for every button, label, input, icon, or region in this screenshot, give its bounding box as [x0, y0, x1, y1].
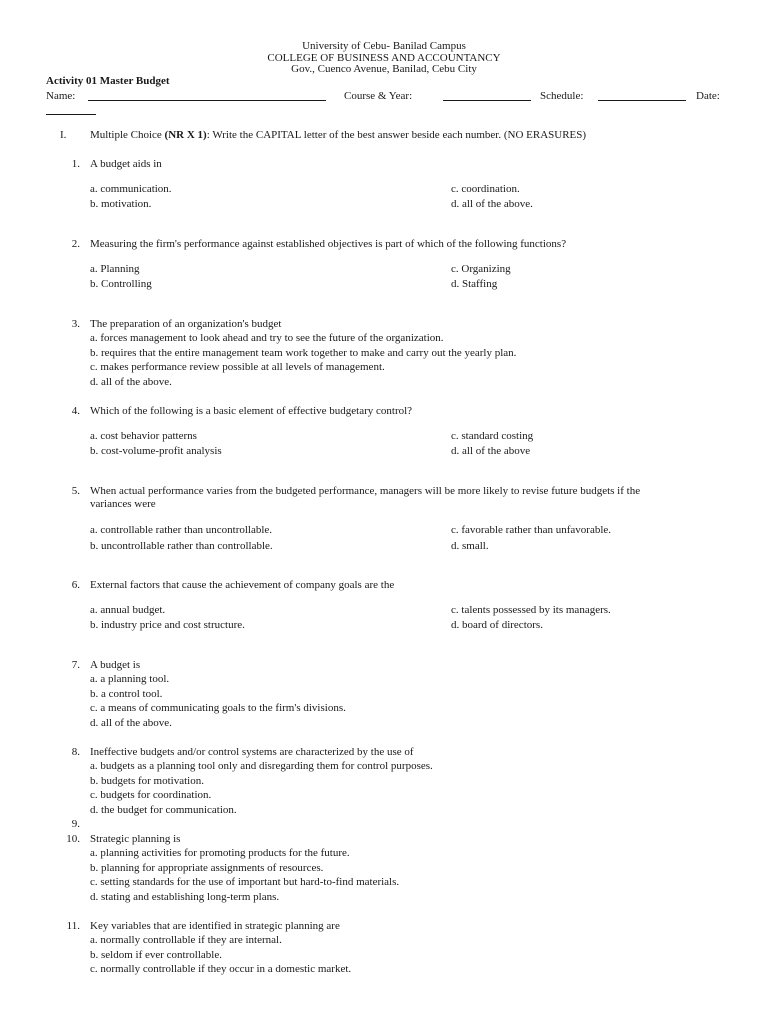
instructions-rest: : Write the CAPITAL letter of the best answer beside each number. (NO ERASURES) — [206, 129, 587, 141]
option-d: d. board of directors. — [451, 619, 543, 631]
question-text: External factors that cause the achievement of company goals are the — [90, 579, 395, 591]
option-b: b. Controlling — [90, 278, 152, 290]
college-name: COLLEGE OF BUSINESS AND ACCOUNTANCY — [267, 52, 501, 64]
name-blank[interactable] — [88, 89, 326, 101]
option-c: c. Organizing — [451, 263, 511, 275]
question-number: 6. — [71, 579, 80, 591]
question-number: 4. — [71, 405, 80, 417]
option-b: b. budgets for motivation. — [90, 775, 204, 787]
question-number: 8. — [71, 746, 80, 758]
question-text: Strategic planning is — [90, 833, 181, 845]
date-blank[interactable] — [46, 103, 96, 115]
option-b: b. requires that the entire management team work together to make and carry out the yearly plan. — [90, 347, 517, 359]
option-c: c. a means of communicating goals to the firm's divisions. — [90, 702, 346, 714]
option-c: c. coordination. — [451, 183, 520, 195]
schedule-blank[interactable] — [598, 89, 686, 101]
option-a: a. controllable rather than uncontrollable. — [90, 524, 273, 536]
university-name: University of Cebu- Banilad Campus — [302, 40, 466, 52]
campus-address: Gov., Cuenco Avenue, Banilad, Cebu City — [291, 63, 477, 75]
option-a: a. Planning — [90, 263, 140, 275]
option-d: d. stating and establishing long-term plans. — [90, 891, 280, 903]
instructions-points: (NR X 1) — [164, 129, 207, 141]
question-text: Which of the following is a basic element of effective budgetary control? — [90, 405, 413, 417]
option-c: c. talents possessed by its managers. — [451, 604, 611, 616]
name-label: Name: — [46, 90, 76, 102]
option-d: d. all of the above. — [451, 198, 533, 210]
option-d: d. all of the above — [451, 445, 531, 457]
option-d: d. small. — [451, 540, 489, 552]
option-a: a. a planning tool. — [90, 673, 170, 685]
option-d: d. all of the above. — [90, 376, 172, 388]
option-b: b. industry price and cost structure. — [90, 619, 245, 631]
option-c: c. favorable rather than unfavorable. — [451, 524, 612, 536]
option-b: b. uncontrollable rather than controllable. — [90, 540, 273, 552]
instructions-lead: Multiple Choice — [90, 129, 165, 141]
option-b: b. motivation. — [90, 198, 152, 210]
option-c: c. budgets for coordination. — [90, 789, 212, 801]
schedule-label: Schedule: — [540, 90, 584, 102]
option-a: a. cost behavior patterns — [90, 430, 197, 442]
option-c: c. standard costing — [451, 430, 534, 442]
question-number: 9. — [71, 818, 80, 830]
question-text-continued: variances were — [90, 498, 156, 510]
option-c: c. setting standards for the use of important but hard-to-find materials. — [90, 876, 400, 888]
option-a: a. forces management to look ahead and try to see the future of the organization. — [90, 332, 444, 344]
option-d: d. Staffing — [451, 278, 498, 290]
option-a: a. normally controllable if they are internal. — [90, 934, 282, 946]
activity-title: Activity 01 Master Budget — [46, 75, 170, 87]
option-a: a. communication. — [90, 183, 172, 195]
option-b: b. planning for appropriate assignments of resources. — [90, 862, 324, 874]
option-d: d. the budget for communication. — [90, 804, 237, 816]
section-roman-numeral: I. — [60, 129, 67, 141]
option-a: a. planning activities for promoting products for the future. — [90, 847, 350, 859]
question-number: 10. — [66, 833, 80, 845]
question-number: 11. — [66, 920, 80, 932]
option-a: a. budgets as a planning tool only and disregarding them for control purposes. — [90, 760, 433, 772]
option-b: b. a control tool. — [90, 688, 163, 700]
question-number: 7. — [71, 659, 80, 671]
question-text: A budget aids in — [90, 158, 162, 170]
question-number: 2. — [71, 238, 80, 250]
date-label: Date: — [696, 90, 720, 102]
option-c: c. makes performance review possible at all levels of management. — [90, 361, 385, 373]
question-text: Key variables that are identified in strategic planning are — [90, 920, 340, 932]
question-text: Measuring the firm's performance against established objectives is part of which of the following functions? — [90, 238, 567, 250]
option-a: a. annual budget. — [90, 604, 166, 616]
question-text: The preparation of an organization's budget — [90, 318, 282, 330]
question-number: 1. — [71, 158, 80, 170]
instructions — [90, 128, 586, 142]
question-text: Ineffective budgets and/or control systems are characterized by the use of — [90, 746, 414, 758]
question-number: 5. — [71, 485, 80, 497]
option-b: b. cost-volume-profit analysis — [90, 445, 222, 457]
course-year-blank[interactable] — [443, 89, 531, 101]
course-year-label: Course & Year: — [344, 90, 413, 102]
question-text: A budget is — [90, 659, 141, 671]
option-d: d. all of the above. — [90, 717, 172, 729]
question-number: 3. — [71, 318, 80, 330]
question-text: When actual performance varies from the budgeted performance, managers will be more likely to revise future budgets if the — [90, 485, 641, 497]
option-b: b. seldom if ever controllable. — [90, 949, 222, 961]
option-c: c. normally controllable if they occur in a domestic market. — [90, 963, 352, 975]
